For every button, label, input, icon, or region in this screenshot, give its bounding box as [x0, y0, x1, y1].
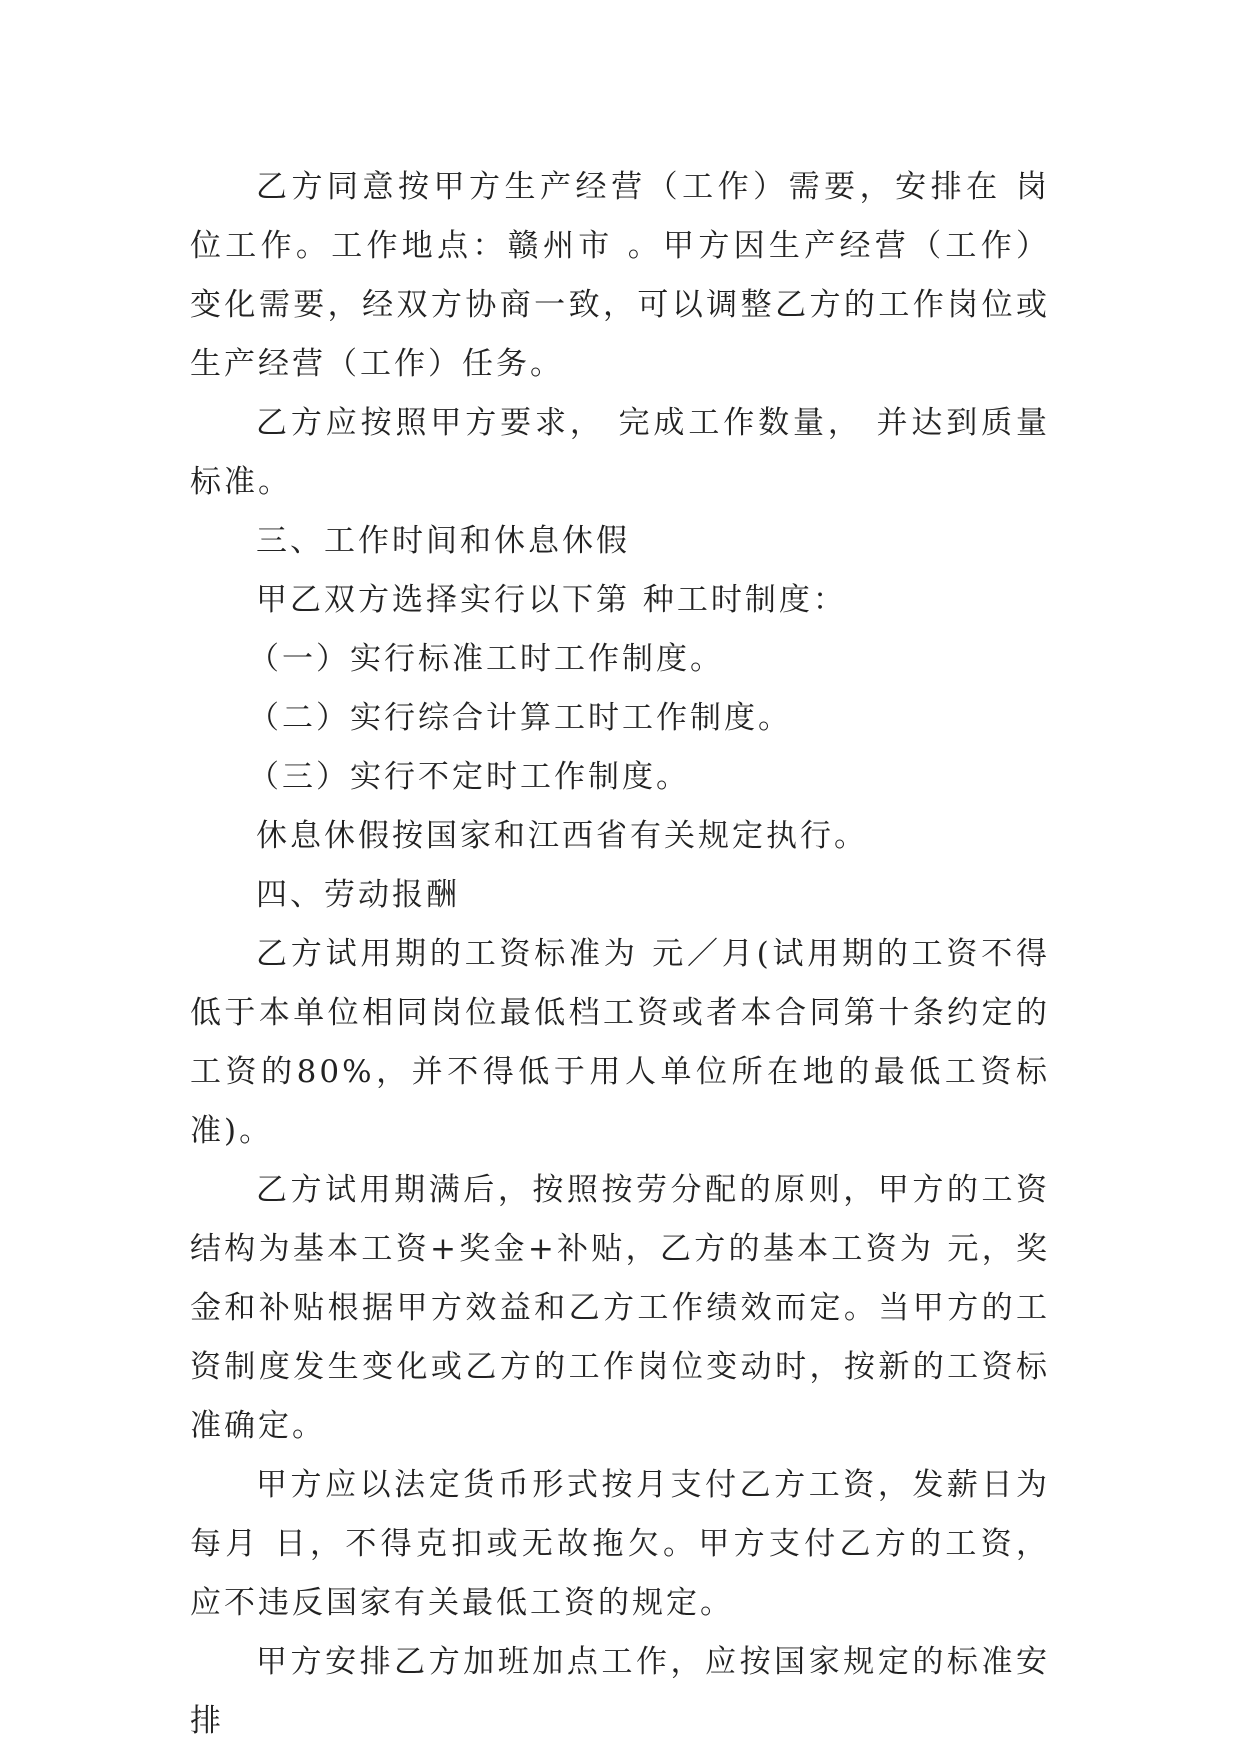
paragraph-wage-payment: 甲方应以法定货币形式按月支付乙方工资，发薪日为每月 日，不得克扣或无故拖欠。甲方支付乙方的工资，应不违反国家有关最低工资的规定。 — [190, 1467, 1050, 1621]
paragraph-overtime: 甲方安排乙方加班加点工作，应按国家规定的标准安排 — [190, 1644, 1050, 1739]
list-item-flexible-hours: （三）实行不定时工作制度。 — [248, 759, 690, 795]
paragraph-job-assignment: 乙方同意按甲方生产经营（工作）需要，安排在 岗位工作。工作地点：赣州市 。甲方因生产经营（工作）变化需要，经双方协商一致，可以调整乙方的工作岗位或生产经营（工作）任务。 — [190, 169, 1050, 382]
section-heading-work-hours: 三、工作时间和休息休假 — [256, 523, 630, 559]
paragraph-wage-structure: 乙方试用期满后，按照按劳分配的原则，甲方的工资结构为基本工资+奖金+补贴，乙方的基本工资为 元，奖金和补贴根据甲方效益和乙方工作绩效而定。当甲方的工资制度发生变化或乙方的工作岗位变动时，按新的工资标准确定。 — [190, 1172, 1050, 1444]
document-body — [190, 158, 1050, 1751]
paragraph-rest-leave: 休息休假按国家和江西省有关规定执行。 — [256, 818, 868, 854]
section-heading-remuneration: 四、劳动报酬 — [256, 877, 460, 913]
paragraph-probation-wage: 乙方试用期的工资标准为 元／月(试用期的工资不得低于本单位相同岗位最低档工资或者本合同第十条约定的工资的80%，并不得低于用人单位所在地的最低工资标准)。 — [190, 936, 1050, 1149]
paragraph-work-quality: 乙方应按照甲方要求， 完成工作数量， 并达到质量标准。 — [190, 405, 1050, 500]
list-item-comprehensive-hours: （二）实行综合计算工时工作制度。 — [248, 700, 792, 736]
paragraph-work-hour-system: 甲乙双方选择实行以下第 种工时制度： — [256, 582, 847, 618]
list-item-standard-hours: （一）实行标准工时工作制度。 — [248, 641, 724, 677]
